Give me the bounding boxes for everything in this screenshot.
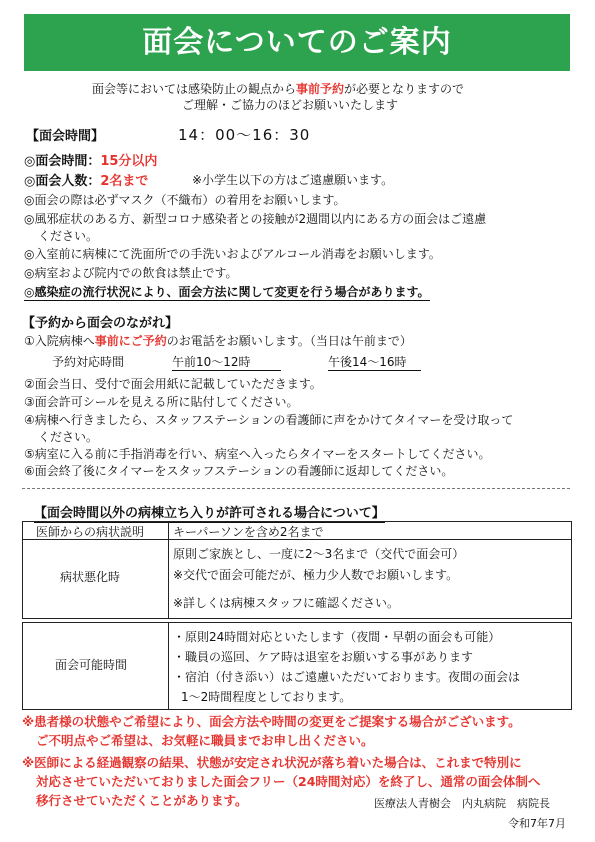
footer-org: 医療法人青樹会 内丸病院 病院長 bbox=[374, 797, 550, 810]
step1-highlight: 事前にご予約 bbox=[94, 334, 167, 348]
reserve-am-text: 午前10〜12時 bbox=[172, 355, 281, 371]
table1-row-left: 病状悪化時 bbox=[60, 570, 121, 584]
rule-2-cont: ください。 bbox=[38, 229, 99, 243]
exception-heading-text: 【面会時間以外の病棟立ち入りが許可される場合について】 bbox=[34, 506, 385, 521]
rule-1: ◎面会の際は必ずマスク（不織布）の着用をお願いします。 bbox=[24, 193, 346, 207]
reserve-pm-text: 午後14〜16時 bbox=[328, 355, 421, 371]
flow-step-5: ⑤病室に入る前に手指消毒を行い、病室へ入ったらタイマーをスタートしてください。 bbox=[24, 447, 491, 461]
flow-step-3: ③面会許可シールを見える所に貼付してください。 bbox=[24, 395, 299, 409]
rule-4: ◎病室および院内での飲食は禁止です。 bbox=[24, 266, 238, 280]
table2-line-3: ・宿泊（付き添い）はご遠慮いただいております。夜間の面会は bbox=[173, 670, 521, 684]
intro-text: 面会等においては感染防止の観点から bbox=[92, 82, 297, 96]
footer-date: 令和7年7月 bbox=[508, 817, 566, 830]
intro-highlight: 事前予約 bbox=[296, 82, 345, 96]
rule-3: ◎入室前に病棟にて洗面所での手洗いおよびアルコール消毒をお願いします。 bbox=[24, 247, 441, 261]
flow-heading: 【予約から面会のながれ】 bbox=[22, 316, 179, 331]
table2-line-4: 1〜2時間程度としております。 bbox=[181, 690, 352, 704]
duration-row bbox=[24, 150, 157, 169]
duration-value: 15分以内 bbox=[100, 154, 158, 169]
exception-heading bbox=[34, 502, 385, 521]
step1-post: のお電話をお願いします。（当日は午前まで） bbox=[166, 334, 412, 348]
reserve-label: 予約対応時間 bbox=[52, 355, 125, 369]
rule-5-text: ◎感染症の流行状況により、面会方法に関して変更を行う場合があります。 bbox=[24, 285, 430, 299]
page-title: 面会についてのご案内 bbox=[142, 25, 452, 60]
note-2: ※医師による経過観察の結果、状態が安定され状況が落ち着いた場合は、これまで特別に bbox=[22, 755, 522, 770]
people-note: ※小学生以下の方はご遠慮願います。 bbox=[192, 173, 394, 187]
table2-divider-v bbox=[168, 622, 169, 709]
reserve-pm bbox=[328, 353, 421, 370]
note-2-cont-2: 移行させていただくことがあります。 bbox=[36, 793, 248, 808]
table2-line-1: ・原則24時間対応といたします（夜間・早朝の面会も可能） bbox=[173, 630, 501, 644]
note-1-cont: ご不明点やご希望は、お気軽に職員までお申し出ください。 bbox=[36, 733, 374, 748]
intro-line-1 bbox=[92, 80, 464, 97]
table1-header-right: キーパーソンを含め2名まで bbox=[173, 525, 324, 539]
note-2-cont: 対応させていただいておりました面会フリー（24時間対応）を終了し、通常の面会体制へ bbox=[36, 774, 541, 789]
rule-2: ◎風邪症状のある方、新型コロナ感染者との接触が2週間以内にある方の面会はご遠慮 bbox=[24, 212, 487, 226]
table1-row-line-2: ※交代で面会可能だが、極力少人数でお願いします。 bbox=[173, 568, 459, 582]
people-row bbox=[24, 170, 148, 189]
table1-row-line-3: ※詳しくは病棟スタッフに確認ください。 bbox=[173, 596, 400, 610]
table2-line-2: ・職員の巡回、ケア時は退室をお願いする事があります bbox=[173, 650, 474, 664]
table2-left: 面会可能時間 bbox=[55, 658, 128, 672]
rule-5 bbox=[24, 283, 430, 300]
note-1: ※患者様の状態やご希望により、面会方法や時間の変更をご提案する場合がございます。 bbox=[22, 714, 521, 729]
duration-label: ◎面会時間： bbox=[24, 154, 101, 169]
people-label: ◎面会人数： bbox=[24, 174, 101, 189]
hours-value: 14：00〜16：30 bbox=[178, 126, 311, 144]
title-banner bbox=[24, 14, 570, 71]
table1-divider-v bbox=[168, 521, 169, 618]
dashed-divider bbox=[22, 488, 570, 489]
intro-text-end: が必要となりますので bbox=[344, 82, 465, 96]
flow-step-6: ⑥面会終了後にタイマーをスタッフステーションの看護師に返却してください。 bbox=[24, 464, 454, 478]
flow-step-1 bbox=[24, 332, 412, 349]
flow-step-2: ②面会当日、受付で面会用紙に記載していただきます。 bbox=[24, 377, 322, 391]
flow-step-4-cont: ください。 bbox=[38, 430, 99, 444]
intro-line-2: ご理解・ご協力のほどお願いいたします bbox=[182, 98, 399, 112]
table1-header-left: 医師からの病状説明 bbox=[36, 525, 145, 539]
step1-pre: ①入院病棟へ bbox=[24, 334, 95, 348]
table1-row-line-1: 原則ご家族とし、一度に2〜3名まで（交代で面会可） bbox=[173, 547, 465, 561]
people-value: 2名まで bbox=[100, 174, 149, 189]
flow-step-4: ④病棟へ行きましたら、スタッフステーションの看護師に声をかけてタイマーを受け取って bbox=[24, 413, 514, 427]
hours-heading: 【面会時間】 bbox=[26, 129, 105, 144]
reserve-am bbox=[172, 353, 281, 370]
